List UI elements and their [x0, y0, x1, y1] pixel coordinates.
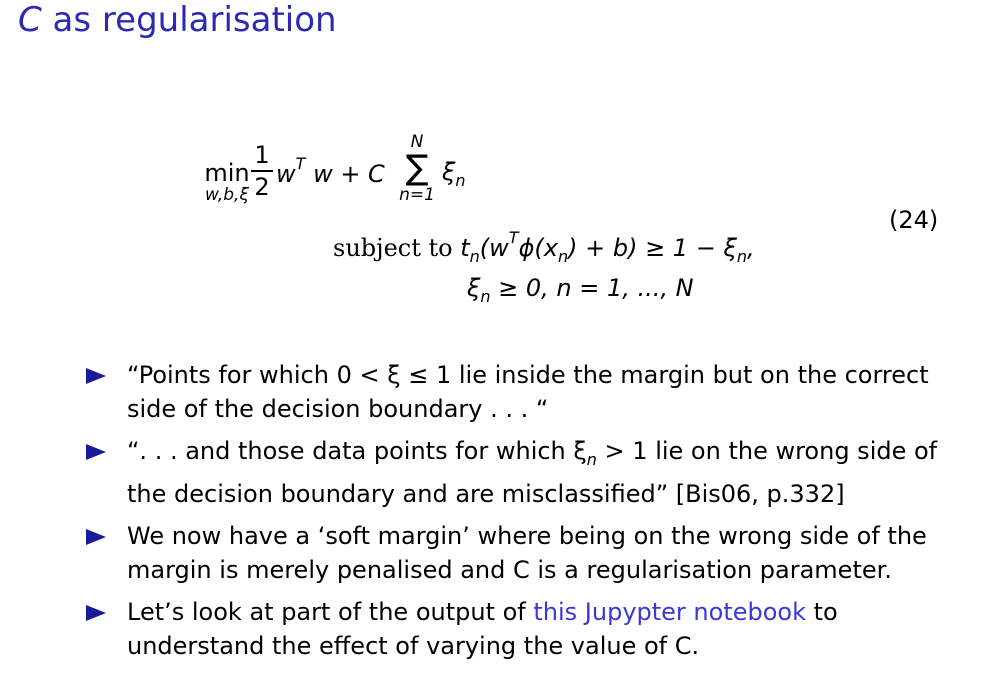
- bullet-item: [86, 519, 966, 587]
- c1-comma: ,: [746, 234, 755, 262]
- sum-sign: ∑: [405, 148, 429, 188]
- bullet-2-text-b: > 1 lie on the wrong side of the decision boundary and are misclassified” [Bis06, p.332]: [127, 437, 938, 508]
- min-word: min: [204, 159, 250, 187]
- c1-phi: ϕ(x: [518, 234, 558, 262]
- summation: [392, 132, 442, 206]
- sum-lower-limit: n=1: [399, 185, 435, 205]
- fraction-bar: [251, 170, 273, 172]
- obj-w: w: [276, 160, 296, 188]
- objective-term: [276, 154, 385, 188]
- subject-to-label: subject to: [333, 234, 461, 262]
- bullet-3-text: We now have a ‘soft margin’ where being on the wrong side of the margin is merely penalised and C is a regularisation parameter.: [127, 521, 927, 584]
- slack-term: [442, 158, 466, 190]
- slide-title: [18, 0, 337, 40]
- c2-xi-sub: n: [480, 286, 491, 306]
- obj-transpose: T: [295, 154, 306, 173]
- min-subscript: w,b,ξ: [205, 185, 249, 205]
- c1-x-sub: n: [557, 246, 569, 266]
- bullet-triangle-icon: [86, 368, 106, 384]
- min-operator: [198, 160, 256, 204]
- fraction-numerator: 1: [254, 141, 270, 169]
- bullet-item: [86, 434, 966, 511]
- jupyter-notebook-link[interactable]: this Jupypter notebook: [533, 597, 806, 626]
- bullet-1-text: “Points for which 0 < ξ ≤ 1 lie inside the margin but on the correct side of the decision boundary . . . “: [127, 361, 929, 423]
- bullet-triangle-icon: [86, 444, 106, 460]
- bullet-4-text-a: Let’s look at part of the output of: [127, 597, 534, 626]
- bullet-2-text-a: “. . . and those data points for which ξ: [127, 437, 587, 465]
- c1-t-sub: n: [469, 246, 480, 266]
- sum-upper-limit: N: [410, 132, 424, 152]
- c1-transpose: T: [508, 228, 519, 247]
- half-fraction: [250, 142, 274, 200]
- xi-symbol: ξ: [442, 158, 456, 186]
- c1-open: (w: [479, 234, 509, 262]
- c1-rest: ) + b) ≥ 1 − ξ: [568, 234, 737, 262]
- fraction-denominator: 2: [254, 172, 270, 201]
- c2-xi: ξ: [467, 274, 481, 302]
- bullet-4-text-b: to understand the effect of varying the value of C.: [127, 597, 838, 660]
- bullet-triangle-icon: [86, 529, 106, 545]
- constraint-2: [467, 274, 694, 306]
- bullet-2-sub: n: [586, 449, 597, 469]
- title-rest: as regularisation: [41, 0, 337, 40]
- constraint-1: [333, 228, 755, 266]
- c2-rest: ≥ 0, n = 1, ..., N: [490, 274, 694, 302]
- title-c: C: [18, 0, 42, 40]
- bullet-item: [86, 595, 966, 663]
- xi-subscript: n: [455, 170, 466, 190]
- obj-rest: w + C: [313, 160, 385, 188]
- c1-xi-sub: n: [736, 246, 747, 266]
- bullet-triangle-icon: [86, 605, 106, 621]
- equation-number: (24): [889, 206, 939, 234]
- c1-t: t: [460, 234, 470, 262]
- bullet-item: [86, 358, 966, 426]
- bullet-list: [86, 358, 966, 671]
